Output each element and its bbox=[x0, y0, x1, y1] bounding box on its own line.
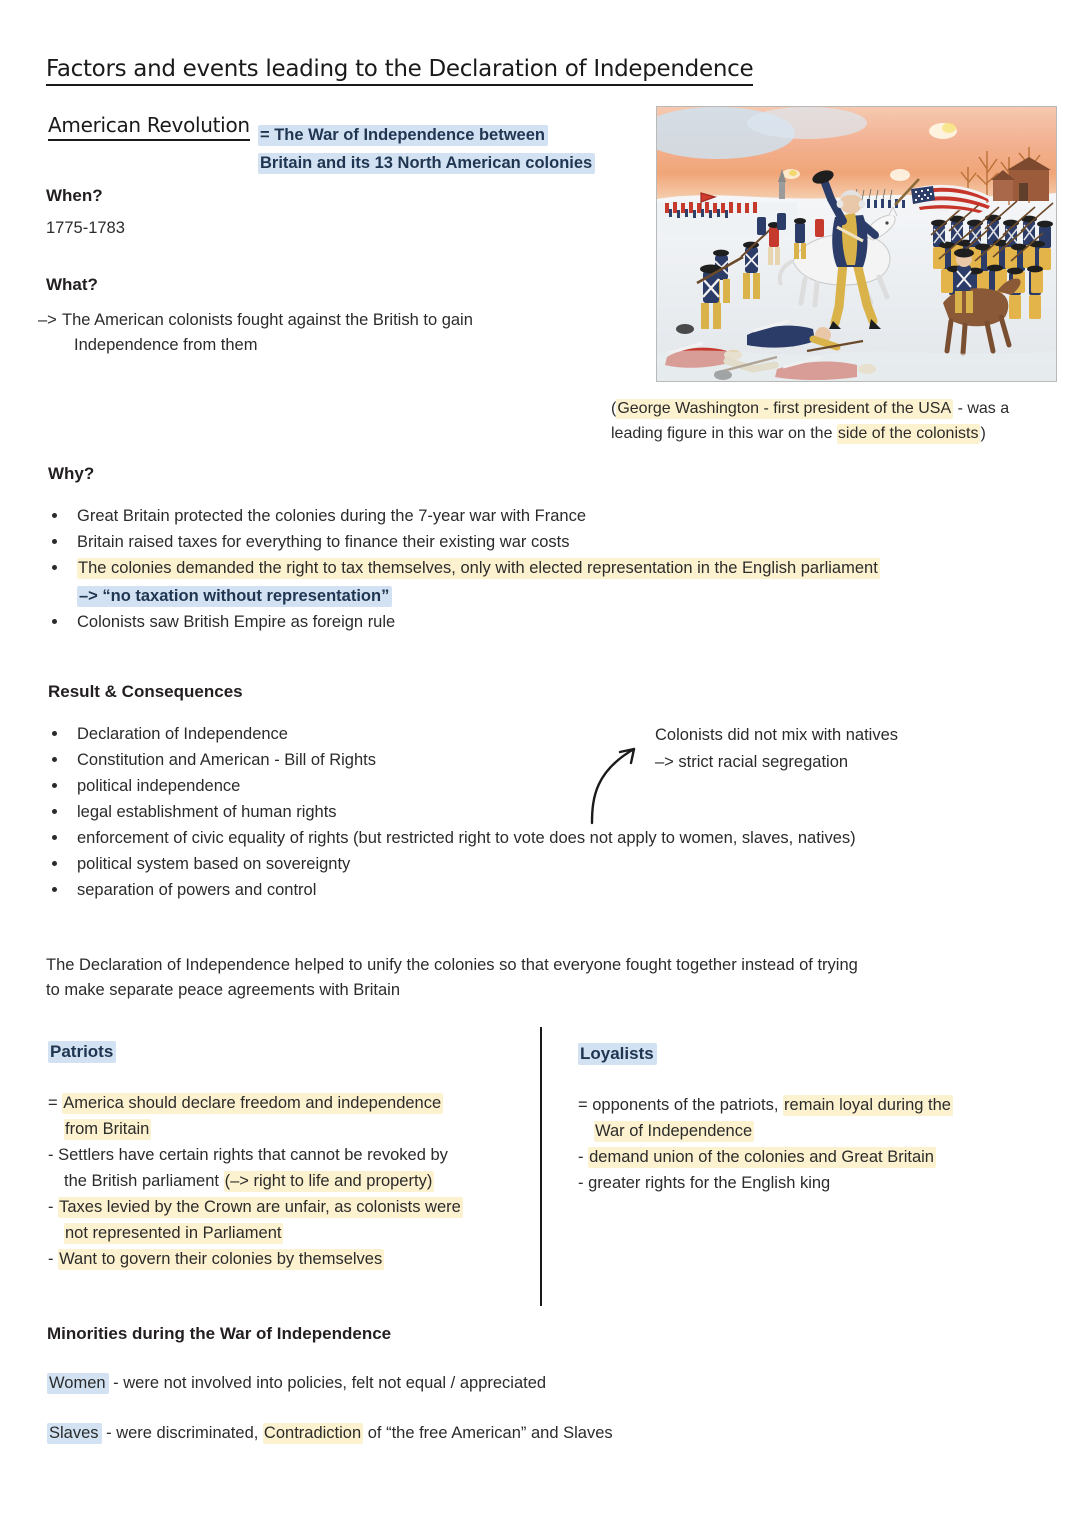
loyalists-item-1-line-2: War of Independence bbox=[595, 1122, 753, 1140]
when-heading: When? bbox=[46, 186, 103, 205]
list-item bbox=[44, 609, 1034, 635]
what-line-2: Independence from them bbox=[74, 336, 258, 354]
loyalists-item-3-marker: - bbox=[578, 1174, 584, 1192]
loyalists-item-3-line-1: greater rights for the English king bbox=[588, 1174, 831, 1192]
bullet-dot-icon bbox=[52, 835, 57, 840]
bullet-dot-icon bbox=[52, 757, 57, 762]
results-bullet-5: enforcement of civic equality of rights (but restricted right to vote does not apply to women, slaves, natives) bbox=[77, 829, 856, 847]
contradiction-highlight: Contradiction bbox=[263, 1424, 362, 1442]
summary-line-2: to make separate peace agreements with Britain bbox=[46, 981, 401, 999]
page-title: Factors and events leading to the Declaration of Independence bbox=[46, 55, 753, 86]
slaves-label: Slaves bbox=[47, 1423, 102, 1444]
list-item-cont bbox=[48, 1168, 523, 1194]
bullet-dot-icon bbox=[52, 861, 57, 866]
battle-painting-illustration bbox=[656, 106, 1057, 382]
list-item bbox=[48, 1194, 523, 1220]
list-item bbox=[578, 1144, 1038, 1170]
illustration-caption bbox=[611, 396, 1059, 446]
loyalists-heading: Loyalists bbox=[578, 1043, 657, 1065]
arrow-note-line-2: –> strict racial segregation bbox=[655, 753, 849, 771]
patriots-item-2-marker: - bbox=[48, 1146, 54, 1164]
definition-line-1: = The War of Independence between bbox=[258, 125, 548, 146]
minorities-heading: Minorities during the War of Independence bbox=[47, 1324, 392, 1343]
caption-highlight-colonists: side of the colonists bbox=[837, 425, 979, 442]
patriots-item-1-line-2: from Britain bbox=[65, 1120, 150, 1138]
why-bullet-2: Britain raised taxes for everything to finance their existing war costs bbox=[77, 533, 570, 551]
patriots-item-1-line-1: America should declare freedom and independence bbox=[63, 1094, 442, 1112]
patriots-item-3-line-2: not represented in Parliament bbox=[65, 1224, 282, 1242]
why-bullet-1: Great Britain protected the colonies during the 7-year war with France bbox=[77, 507, 587, 525]
results-heading: Result & Consequences bbox=[48, 682, 243, 701]
column-divider bbox=[540, 1027, 542, 1306]
loyalists-item-2-marker: - bbox=[578, 1148, 584, 1166]
bullet-dot-icon bbox=[52, 731, 57, 736]
list-item-cont bbox=[578, 1118, 1038, 1144]
results-bullet-7: separation of powers and control bbox=[77, 881, 317, 899]
minorities-women-line bbox=[47, 1371, 947, 1396]
what-heading: What? bbox=[46, 275, 98, 294]
caption-open-paren: ( bbox=[611, 400, 617, 417]
list-item bbox=[44, 773, 1034, 799]
when-value: 1775-1783 bbox=[46, 219, 125, 237]
why-bullet-4: Colonists saw British Empire as foreign rule bbox=[77, 613, 396, 631]
results-bullet-2: Constitution and American - Bill of Rights bbox=[77, 751, 376, 769]
summary-line-1: The Declaration of Independence helped to unify the colonies so that everyone fought together instead of trying bbox=[46, 956, 858, 974]
why-list bbox=[44, 503, 1034, 635]
arrow-note-line-1: Colonists did not mix with natives bbox=[655, 726, 899, 744]
caption-line2-post: ) bbox=[980, 425, 986, 442]
loyalists-column bbox=[578, 1044, 1038, 1196]
list-item bbox=[44, 555, 1034, 581]
list-item-cont bbox=[48, 1116, 523, 1142]
bullet-dot-icon bbox=[52, 539, 57, 544]
what-line-1: The American colonists fought against the British to gain bbox=[62, 311, 473, 329]
slaves-text-pre: - were discriminated, bbox=[101, 1424, 263, 1442]
list-item bbox=[44, 877, 1034, 903]
bullet-dot-icon bbox=[52, 809, 57, 814]
bullet-dot-icon bbox=[52, 513, 57, 518]
women-label: Women bbox=[47, 1373, 109, 1394]
section-heading-american-revolution: American Revolution bbox=[48, 113, 250, 141]
definition-line-2: Britain and its 13 North American colonies bbox=[258, 153, 595, 174]
curved-arrow-icon bbox=[580, 735, 650, 825]
arrow-note bbox=[655, 722, 1025, 776]
definition-block bbox=[258, 122, 638, 176]
patriots-item-4-line-1: Want to govern their colonies by themselves bbox=[59, 1250, 383, 1268]
list-item bbox=[44, 529, 1034, 555]
bullet-dot-icon bbox=[52, 887, 57, 892]
patriots-item-4-marker: - bbox=[48, 1250, 54, 1268]
caption-line2-pre: leading figure in this war on the bbox=[611, 425, 837, 442]
list-item bbox=[48, 1142, 523, 1168]
bullet-dot-icon bbox=[52, 565, 57, 570]
list-item bbox=[44, 799, 1034, 825]
list-item bbox=[48, 1246, 523, 1272]
minorities-slaves-line bbox=[47, 1421, 947, 1446]
loyalists-item-1-marker: = bbox=[578, 1096, 588, 1114]
why-sub-line: –> “no taxation without representation” bbox=[77, 586, 392, 607]
patriots-item-2-line-2-hl: (–> right to life and property) bbox=[224, 1172, 433, 1190]
slaves-text-post: of “the free American” and Slaves bbox=[363, 1424, 613, 1442]
results-bullet-4: legal establishment of human rights bbox=[77, 803, 337, 821]
list-item bbox=[44, 851, 1034, 877]
results-bullet-1: Declaration of Independence bbox=[77, 725, 288, 743]
loyalists-item-1-line-1-hl: remain loyal during the bbox=[784, 1096, 951, 1114]
list-item bbox=[578, 1092, 1038, 1118]
list-item-cont bbox=[48, 1220, 523, 1246]
list-item bbox=[44, 825, 1034, 851]
what-body bbox=[38, 308, 598, 358]
bullet-dot-icon bbox=[52, 619, 57, 624]
list-item bbox=[578, 1170, 1038, 1196]
loyalists-item-1-line-1-pre: opponents of the patriots, bbox=[592, 1096, 784, 1114]
list-item bbox=[48, 1090, 523, 1116]
what-arrow-glyph: –> bbox=[38, 311, 57, 329]
caption-highlight-washington: George Washington - first president of the USA bbox=[617, 400, 952, 417]
results-bullet-3: political independence bbox=[77, 777, 241, 795]
bullet-dot-icon bbox=[52, 783, 57, 788]
loyalists-item-2-line-1: demand union of the colonies and Great Britain bbox=[589, 1148, 934, 1166]
why-subline-item bbox=[44, 583, 1034, 609]
why-bullet-3: The colonies demanded the right to tax themselves, only with elected representation in the English parliament bbox=[78, 559, 878, 577]
list-item bbox=[44, 503, 1034, 529]
patriots-item-2-line-2-pre: the British parliament bbox=[64, 1172, 224, 1190]
results-bullet-6: political system based on sovereignty bbox=[77, 855, 351, 873]
patriots-item-3-line-1: Taxes levied by the Crown are unfair, as colonists were bbox=[59, 1198, 461, 1216]
why-bullet-list bbox=[44, 503, 1034, 635]
patriots-item-2-line-1: Settlers have certain rights that cannot be revoked by bbox=[58, 1146, 448, 1164]
patriots-column bbox=[48, 1042, 523, 1272]
women-text: - were not involved into policies, felt not equal / appreciated bbox=[108, 1374, 547, 1392]
patriots-item-3-marker: - bbox=[48, 1198, 54, 1216]
summary-paragraph bbox=[46, 953, 1036, 1003]
caption-tail-1: - was a bbox=[953, 400, 1010, 417]
why-heading: Why? bbox=[48, 464, 95, 483]
patriots-item-1-marker: = bbox=[48, 1094, 58, 1112]
patriots-heading: Patriots bbox=[48, 1041, 116, 1063]
